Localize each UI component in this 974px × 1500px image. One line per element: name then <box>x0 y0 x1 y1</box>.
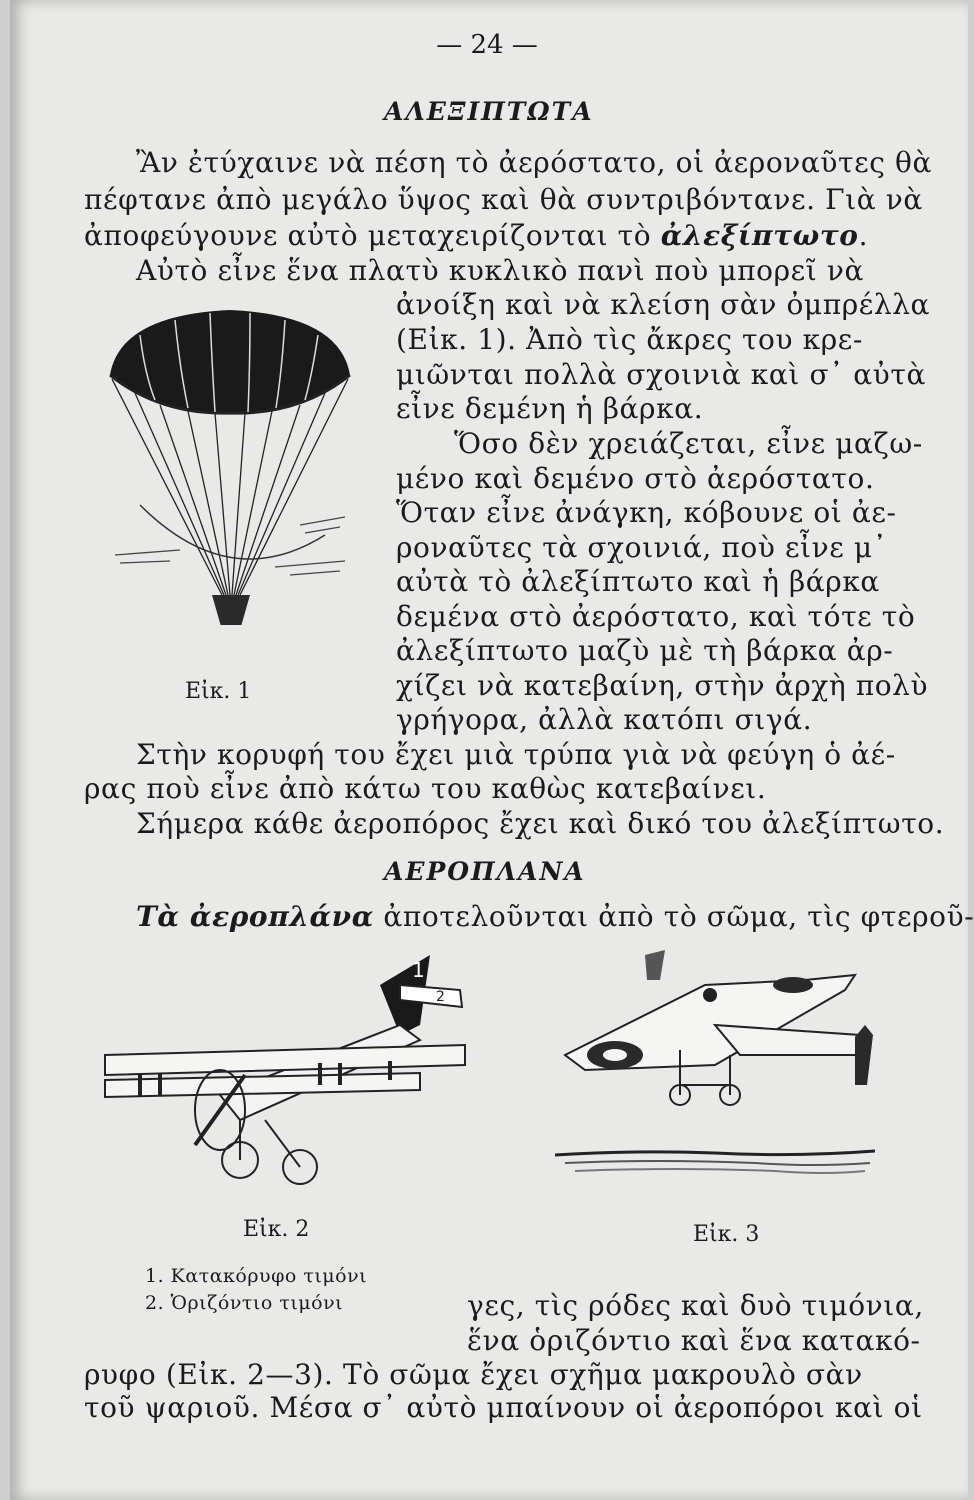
page-number: — 24 — <box>436 30 538 60</box>
text-line: ἀνοίξη καὶ νὰ κλείση σὰν ὀμπρέλλα <box>396 288 931 321</box>
text-line: Αὐτὸ εἶνε ἕνα πλατὺ κυκλικὸ πανὶ ποὺ μπορεῖ νὰ <box>136 254 864 287</box>
text-line: χίζει νὰ κατεβαίνη, στὴν ἀρχὴ πολὺ <box>396 669 929 702</box>
text-line: ἕνα ὁριζόντιο καὶ ἕνα κατακό- <box>467 1324 921 1357</box>
fig2-marker-2: 2 <box>436 989 445 1005</box>
figure-caption: Εἰκ. 1 <box>185 679 252 704</box>
text-line: τοῦ ψαριοῦ. Μέσα σ᾽ αὐτὸ μπαίνουν οἱ ἀεροπόροι καὶ οἱ <box>84 1391 923 1424</box>
figure-legend-item: 2. Ὁριζόντιο τιμόνι <box>145 1292 344 1314</box>
text-line: μιῶνται πολλὰ σχοινιὰ καὶ σ᾽ αὐτὰ <box>396 358 927 391</box>
text-line: μένο καὶ δεμένο στὸ ἀερόστατο. <box>396 462 875 495</box>
text-line: εἶνε δεμένη ἡ βάρκα. <box>396 392 704 425</box>
parachute-illustration <box>100 305 360 625</box>
biplane-illustration <box>100 945 480 1195</box>
text-line: ἀλεξίπτωτο μαζὺ μὲ τὴ βάρκα ἀρ- <box>396 634 894 667</box>
text-line: Ἂν ἐτύχαινε νὰ πέση τὸ ἀερόστατο, οἱ ἀεροναῦτες θὰ <box>136 146 932 179</box>
text-line: ροναῦτες τὰ σχοινιά, ποὺ εἶνε μ᾽ <box>396 531 888 564</box>
monoplane-illustration <box>555 945 875 1195</box>
text-line: Τὰ ἀεροπλάνα ἀποτελοῦνται ἀπὸ τὸ σῶμα, τὶς φτεροῦ- <box>136 900 974 933</box>
text-line: Σήμερα κάθε ἀεροπόρος ἔχει καὶ δικό του ἀλεξίπτωτο. <box>136 807 945 840</box>
text-line: γρήγορα, ἀλλὰ κατόπι σιγά. <box>396 703 813 736</box>
section-title-airplanes: ΑΕΡΟΠΛΑΝΑ <box>384 857 586 886</box>
text-line: δεμένα στὸ ἀερόστατο, καὶ τότε τὸ <box>396 600 916 633</box>
figure-caption: Εἰκ. 3 <box>693 1222 760 1247</box>
text-line: γες, τὶς ρόδες καὶ δυὸ τιμόνια, <box>467 1289 924 1322</box>
figure-caption: Εἰκ. 2 <box>243 1217 310 1242</box>
text-line: ἀποφεύγουνε αὐτὸ μεταχειρίζονται τὸ ἀλεξίπτωτο. <box>84 219 869 252</box>
text-line: ρας ποὺ εἶνε ἀπὸ κάτω του καθὼς κατεβαίνει. <box>84 772 767 805</box>
text-line: αὐτὰ τὸ ἀλεξίπτωτο καὶ ἡ βάρκα <box>396 565 880 598</box>
text-line: Ὅσο δὲν χρειάζεται, εἶνε μαζω- <box>454 427 923 460</box>
figure-legend-item: 1. Κατακόρυφο τιμόνι <box>145 1265 368 1287</box>
text-line: πέφτανε ἀπὸ μεγάλο ὕψος καὶ θὰ συντριβόντανε. Γιὰ νὰ <box>84 183 923 216</box>
text-line: ρυφο (Εἰκ. 2—3). Τὸ σῶμα ἔχει σχῆμα μακρουλὸ σὰν <box>84 1358 863 1391</box>
text-line: (Εἰκ. 1). Ἀπὸ τὶς ἄκρες του κρε- <box>396 323 863 356</box>
section-title-parachutes: ΑΛΕΞΙΠΤΩΤΑ <box>384 97 594 126</box>
text-line: Στὴν κορυφή του ἔχει μιὰ τρύπα γιὰ νὰ φεύγη ὁ ἀέ- <box>136 738 896 771</box>
text-line: Ὅταν εἶνε ἀνάγκη, κόβουνε οἱ ἀε- <box>396 496 897 529</box>
fig2-marker-1: 1 <box>412 958 425 982</box>
